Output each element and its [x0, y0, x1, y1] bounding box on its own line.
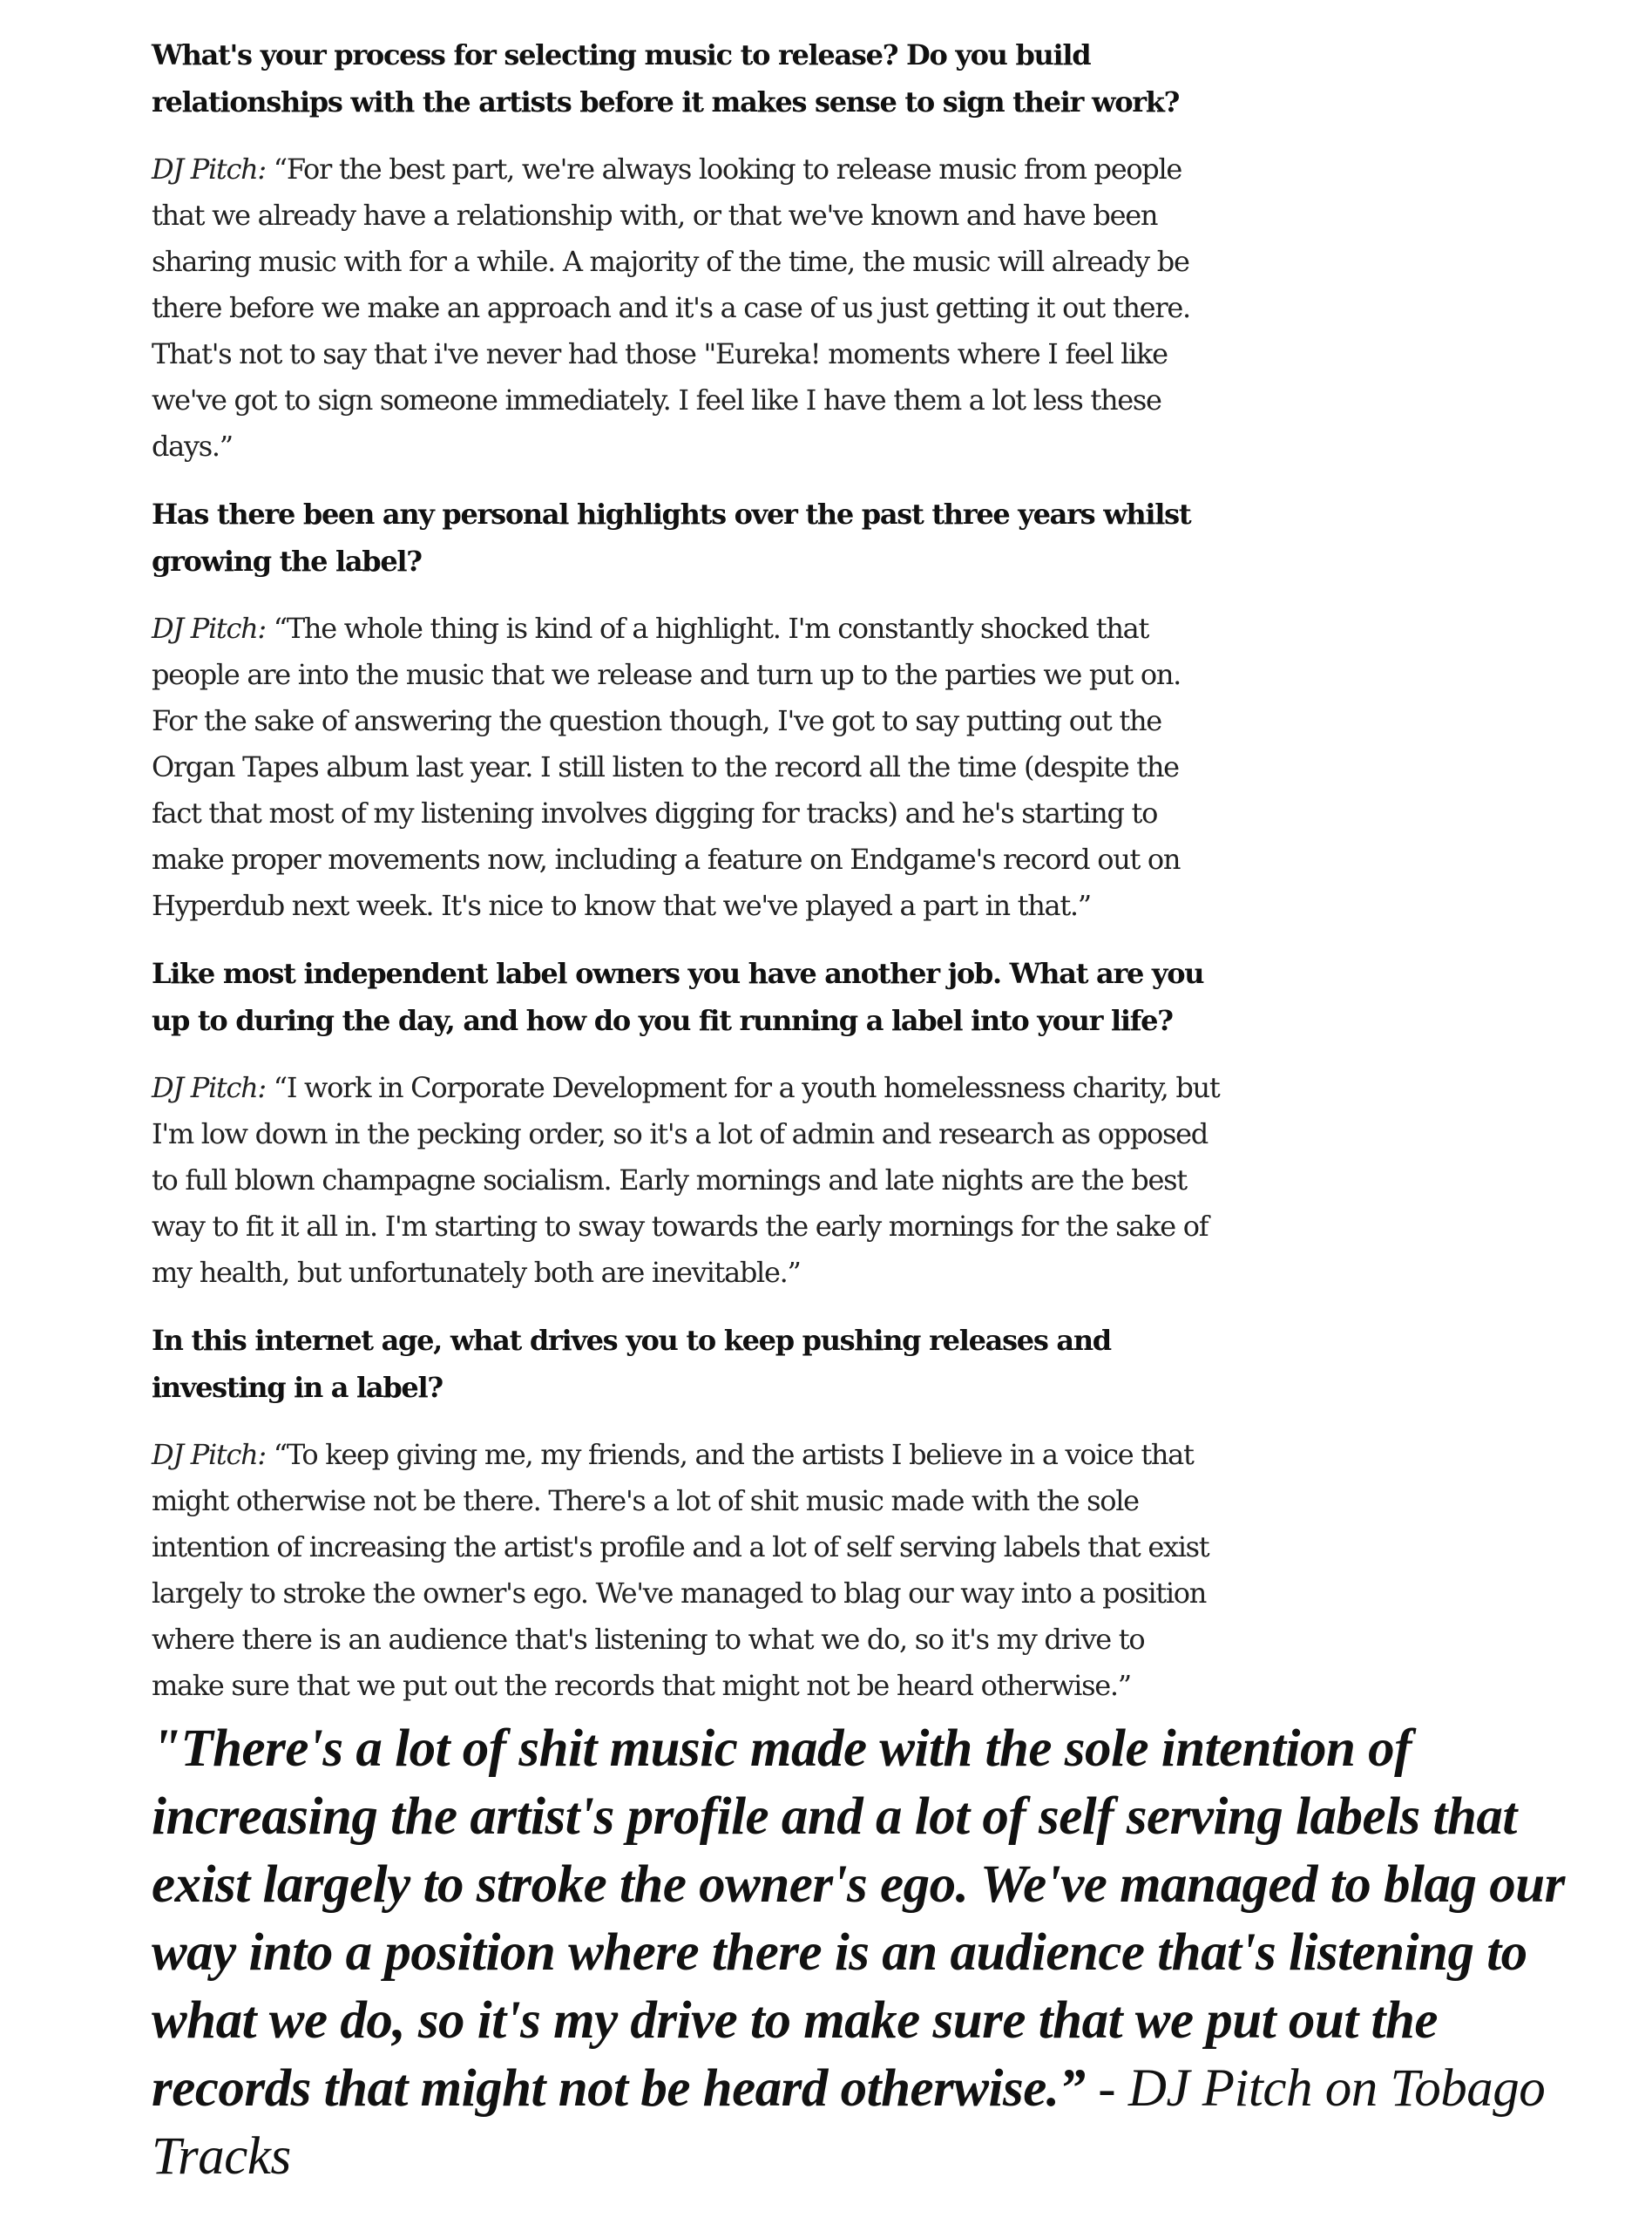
speaker-name: DJ Pitch: — [152, 1071, 266, 1104]
interview-answer — [152, 146, 1223, 470]
speaker-name: DJ Pitch: — [152, 612, 266, 645]
pull-quote — [152, 1715, 1581, 2191]
interview-answer — [152, 606, 1223, 929]
interview-answer — [152, 1432, 1223, 1709]
interview-article — [152, 31, 1223, 1730]
speaker-name: DJ Pitch: — [152, 153, 266, 186]
interview-question: What's your process for selecting music to release? Do you build relationships with the artists before it makes sense to sign their work? — [152, 38, 1180, 119]
answer-text: “For the best part, we're always looking to release music from people that we already have a relationship with, or that we've known and have been sharing music with for a while. A majority of the time, the music will already be there before we make an approach and it's a case of us just getting it out there. That's not to say that i've never had those "Eureka! moments where I feel like we've got to sign someone immediately. I feel like I have them a lot less these days.” — [152, 153, 1190, 463]
speaker-name: DJ Pitch: — [152, 1438, 266, 1471]
interview-question: Has there been any personal highlights over the past three years whilst growing the label? — [152, 498, 1191, 578]
answer-text: “The whole thing is kind of a highlight. I'm constantly shocked that people are into the music that we release and turn up to the parties we put on. For the sake of answering the question though, I've got to say putting out the Organ Tapes album last year. I still listen to the record all the time (despite the fact that most of my listening involves digging for tracks) and he's starting to make proper movements now, including a feature on Endgame's record out on Hyperdub next week. It's nice to know that we've played a part in that.” — [152, 612, 1181, 922]
pull-quote-text: "There's a lot of shit music made with the sole intention of increasing the artist's profile and a lot of self serving labels that exist largely to stroke the owner's ego. We've managed to blag our way into a position where there is an audience that's listening to what we do, so it's my drive to make sure that we put out the records that might not be heard otherwise.” — [152, 1719, 1565, 2118]
interview-question: Like most independent label owners you have another job. What are you up to during the day, and how do you fit running a label into your life? — [152, 957, 1204, 1037]
answer-text: “I work in Corporate Development for a youth homelessness charity, but I'm low down in the pecking order, so it's a lot of admin and research as opposed to full blown champagne socialism. Early mornings and late nights are the best way to fit it all in. I'm starting to sway towards the early mornings for the sake of my health, but unfortunately both are inevitable.” — [152, 1071, 1220, 1289]
interview-question: In this internet age, what drives you to keep pushing releases and investing in a label? — [152, 1324, 1111, 1404]
pull-quote-attribution: - DJ Pitch on Tobago Tracks — [152, 2059, 1546, 2186]
interview-answer — [152, 1065, 1223, 1296]
answer-text: “To keep giving me, my friends, and the artists I believe in a voice that might otherwise not be there. There's a lot of shit music made with the sole intention of increasing the artist's profile and a lot of self serving labels that exist largely to stroke the owner's ego. We've managed to blag our way into a position where there is an audience that's listening to what we do, so it's my drive to make sure that we put out the records that might not be heard otherwise.” — [152, 1438, 1209, 1702]
